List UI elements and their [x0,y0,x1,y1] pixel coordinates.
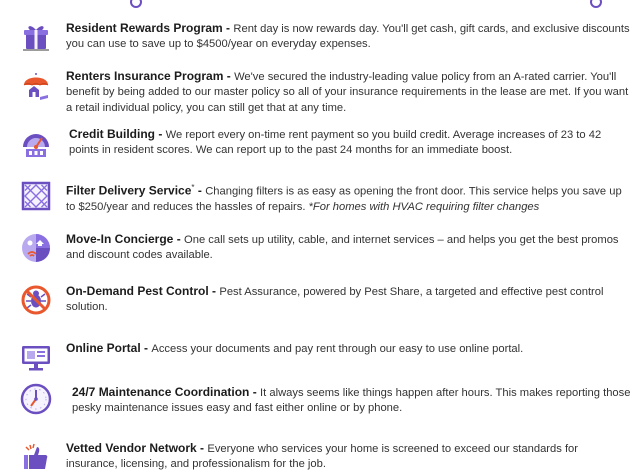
filter-icon [20,180,52,212]
benefit-text [66,284,632,316]
clock-icon [20,383,52,415]
benefit-title: Credit Building [69,127,155,141]
benefit-text [66,21,632,53]
benefit-title: Resident Rewards Program [66,21,223,35]
benefit-text [66,232,632,264]
gift-icon [20,21,52,53]
benefit-description: Access your documents and pay rent through our easy to use online portal. [151,343,524,355]
asterisk: * [191,183,195,192]
benefit-description: Rent day is now rewards day. You'll get cash, gift cards, and exclusive discounts you can use to save up to $4500/year on everyday expenses. [66,23,630,51]
title-dash: - [208,284,220,298]
umbrella-house-icon [20,69,52,101]
benefit-text [66,341,632,357]
benefit-title: Vetted Vendor Network [66,441,197,455]
title-dash: - [249,385,261,399]
no-pest-icon [20,284,52,316]
benefit-description: Changing filters is as easy as opening the front door. This service helps you save up to $250/year and reduces the hassles of repairs. [66,185,622,214]
title-dash: - [223,69,235,83]
benefit-text [66,69,632,116]
benefit-text [69,127,632,159]
decor-arc [130,0,142,8]
benefit-title: Renters Insurance Program [66,69,224,83]
title-dash: - [173,232,185,246]
benefit-text [66,180,632,216]
benefit-title: 24/7 Maintenance Coordination [72,385,250,399]
title-dash: - [155,127,166,141]
benefit-description: It always seems like things happen after hours. This makes reporting those pesky maintenance issues easy and fast either online or by phone. [72,387,631,415]
concierge-icon [20,232,52,264]
benefit-description: Pest Assurance, powered by Pest Share, a targeted and effective pest control solution. [66,286,604,314]
monitor-icon [20,341,52,373]
benefit-text [66,441,632,473]
benefit-description: We've secured the industry-leading value policy from an A-rated carrier. You'll benefit by being added to our master policy so all of your insurance requirements in the lease are met. If you want a retail individual policy, you can still get that at any time. [66,71,629,114]
benefit-description: One call sets up utility, cable, and internet services – and helps you get the best promos and discount codes available. [66,234,619,262]
credit-gauge-icon [20,127,52,159]
benefit-title: Filter Delivery Service [66,183,192,198]
title-dash: - [196,441,208,455]
title-dash: - [222,21,234,35]
top-decoration [0,0,640,8]
benefit-title: Move-In Concierge [66,232,174,246]
decor-arc [590,0,602,8]
benefit-text [72,385,632,417]
thumbs-up-icon [20,441,52,473]
benefit-title: On-Demand Pest Control [66,284,209,298]
title-dash: - [140,341,152,355]
benefit-description: Everyone who services your home is screened to exceed our standards for insurance, licensing, and professionalism for the job. [66,443,578,471]
benefit-description: We report every on-time rent payment so you build credit. Average increases of 23 to 42 points in resident scores. We can report up to the past 24 months for an immediate boost. [69,129,602,157]
footnote: *For homes with HVAC requiring filter changes [308,201,540,214]
benefit-title: Online Portal [66,341,141,355]
title-dash: - [194,183,206,198]
